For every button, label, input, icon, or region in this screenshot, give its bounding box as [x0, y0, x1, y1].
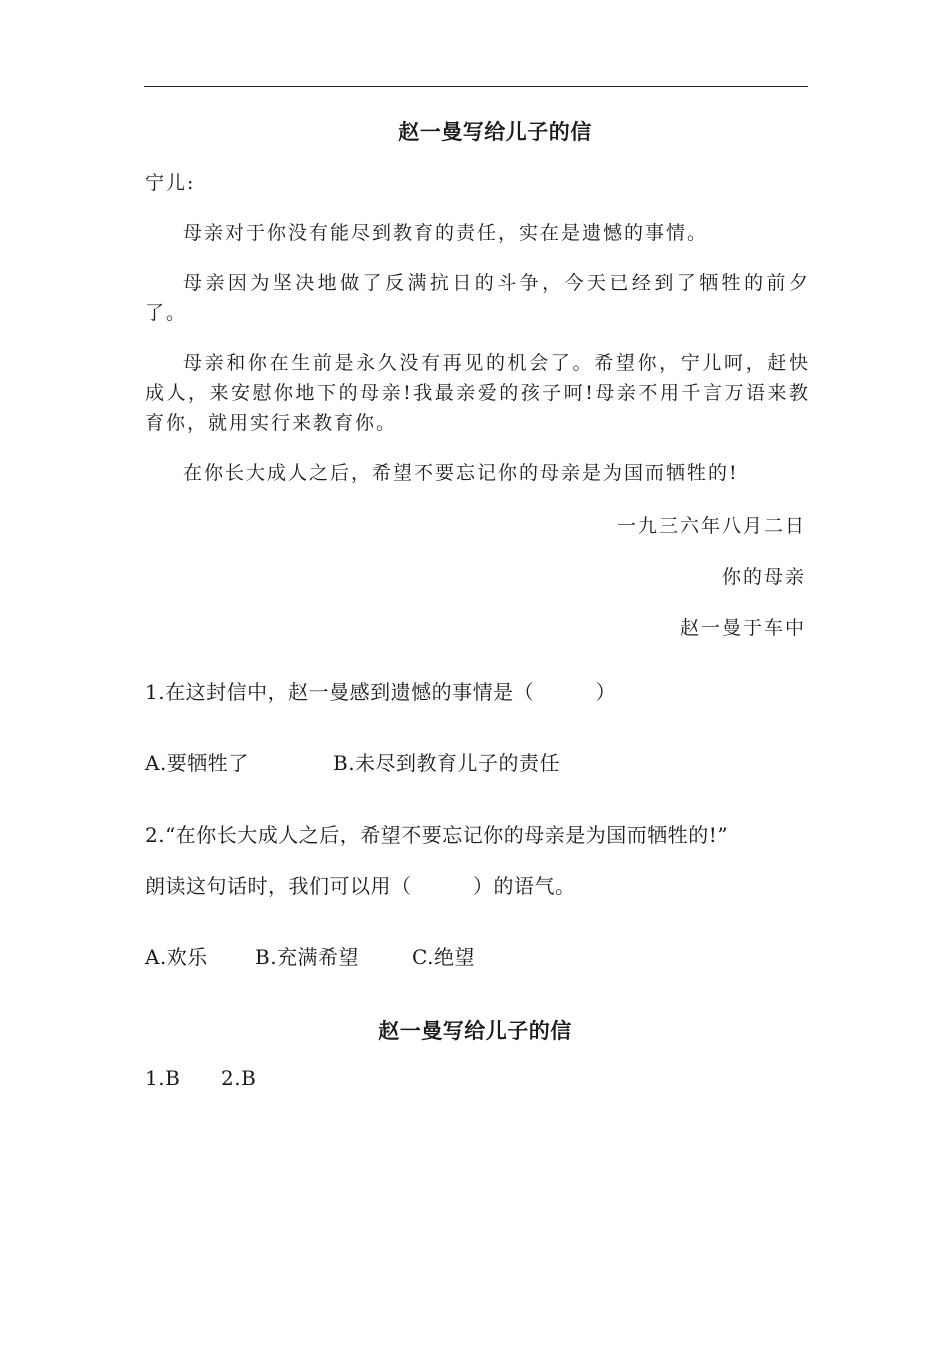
top-rule [144, 86, 808, 87]
letter-paragraph: 母亲对于你没有能尽到教育的责任，实在是遗憾的事情。 [183, 222, 709, 244]
option-c: C.绝望 [412, 945, 475, 969]
question-2-line2: 朗读这句话时，我们可以用（ ）的语气。 [145, 874, 576, 898]
answers-list [145, 1066, 256, 1090]
question-1: 1.在这封信中，赵一曼感到遗憾的事情是（ ） [145, 680, 617, 704]
option-a: A.欢乐 [145, 945, 208, 969]
question-1-options [145, 747, 560, 776]
letter-paragraph: 母亲和你在生前是永久没有再见的机会了。希望你，宁儿呵，赶快成人，来安慰你地下的母亲!我最亲爱的孩子呵!母亲不用千言万语来教育你，就用实行来教育你。 [145, 352, 810, 434]
option-b: B.未尽到教育儿子的责任 [333, 751, 561, 775]
letter-signature: 你的母亲 [721, 566, 806, 588]
letter-date: 一九三六年八月二日 [616, 515, 806, 537]
letter-paragraph: 在你长大成人之后，希望不要忘记你的母亲是为国而牺牲的! [183, 462, 739, 484]
question-2: 2.“在你长大成人之后，希望不要忘记你的母亲是为国而牺牲的!” [145, 823, 729, 847]
answers-title: 赵一曼写给儿子的信 [378, 1018, 572, 1043]
letter-salutation: 宁儿: [145, 172, 196, 194]
option-b: B.充满希望 [255, 945, 360, 969]
question-2-options [145, 941, 475, 970]
letter-signature-name: 赵一曼于车中 [679, 617, 806, 639]
answer-item: 1.B [145, 1066, 181, 1090]
option-a: A.要牺牲了 [145, 751, 249, 775]
answer-item: 2.B [221, 1066, 257, 1090]
letter-paragraph: 母亲因为坚决地做了反满抗日的斗争，今天已经到了牺牲的前夕了。 [145, 272, 810, 324]
letter-title: 赵一曼写给儿子的信 [398, 119, 592, 144]
